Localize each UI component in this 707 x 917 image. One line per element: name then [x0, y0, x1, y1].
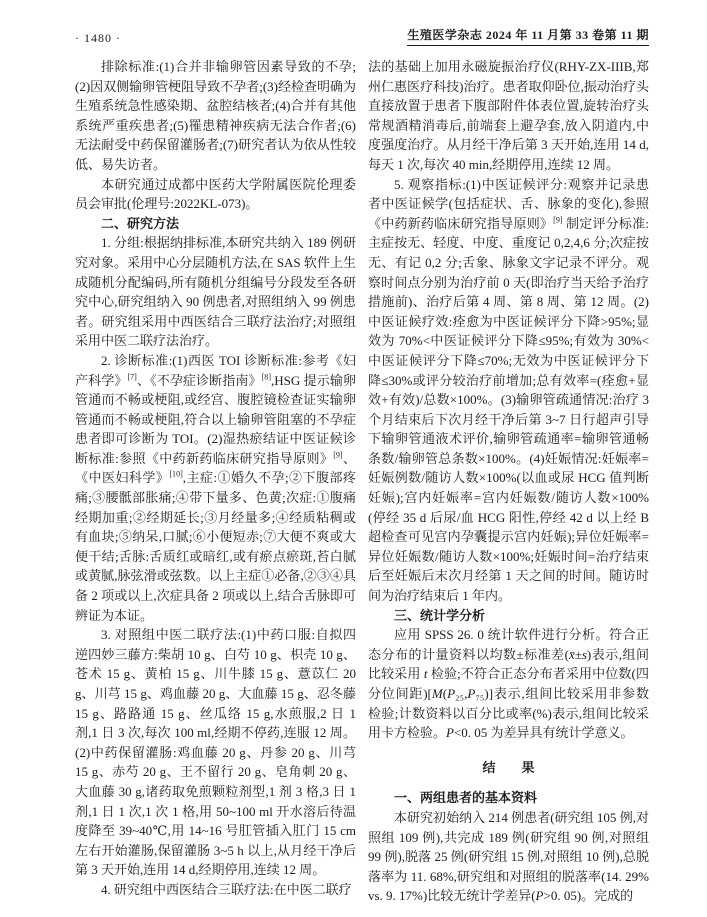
- paragraph: 3. 对照组中医二联疗法:(1)中药口服:自拟四逆四妙三藤方:柴胡 10 g、白芍 10 g、枳壳 10 g、苍术 15 g、黄柏 15 g、川牛膝 15 g、薏苡仁 20 g、川芎 15 g、鸡血藤 20 g、大血藤 15 g、忍冬藤 15 g、路路通 15 g、丝瓜络 15 g,水煎服,2 日 1 剂,1 日 3 次,每次 100 ml,经期不停药,连服 12 周。(2)中药保留灌肠:鸡血藤 20 g、丹参 20 g、川芎 15 g、赤芍 20 g、王不留行 20 g、皂角刺 20 g、大血藤 30 g,诸药取免煎颗粒剂型,1 剂 3 格,3 日 1 剂,1 日 1 次,1 次 1 格,用 50~100 ml 开水溶后待温度降至 39~40℃,用 14~16 号肛管插入肛门 15 cm 左右开始灌肠,保留灌肠 3~5 h 以上,从月经干净后第 3 天开始,连用 14 d,经期停用,连续 12 周。: [75, 627, 356, 878]
- paragraph: 排除标准:(1)合并非输卵管因素导致的不孕;(2)因双侧输卵管梗阻导致不孕者;(3)经检查明确为生殖系统急性感染期、盆腔结核者;(4)合并有其他系统严重疾患者;(5)罹患精神疾病无法合作者;(6)无法耐受中药保留灌肠者;(7)研究者认为依从性较低、易失访者。: [75, 59, 356, 172]
- content-columns: [75, 57, 649, 906]
- paragraph: 4. 研究组中西医结合三联疗法:在中医二联疗: [101, 881, 352, 897]
- paragraph: 1. 分组:根据纳排标准,本研究共纳入 189 例研究对象。采用中心分层随机方法,在 SAS 软件上生成随机分配编码,所有随机分组编号分段发至各研究中心,研究组纳入 90 例患者,对照组纳入 99 例患者。研究组采用中西医结合三联疗法治疗;对照组采用中医二联疗法治疗。: [75, 235, 356, 349]
- subsection-heading: 二、研究方法: [101, 215, 180, 231]
- paragraph: 2. 诊断标准:(1)西医 TOI 诊断标准:参考《妇产科学》[7]、《不孕症诊断指南》[8],HSG 提示输卵管通而不畅或梗阻,或经宫、腹腔镜检查证实输卵管通而不畅或梗阻,符合以上输卵管阻塞的不孕症患者即可诊断为 TOI。(2)湿热瘀结证中医证候诊断标准:参照《中药新药临床研究指导原则》[9]、《中医妇科学》[10],主症:①婚久不孕;②下腹部疼痛;③腰骶部胀痛;④带下量多、色黄;次症:①腹痛经期加重;②经期延长;③月经量多;④经质粘稠或有血块;⑤纳呆,口腻;⑥小便短赤;⑦大便不爽或大便干结;舌脉:舌质红或暗红,或有瘀点瘀斑,苔白腻或黄腻,脉弦滑或弦数。以上主症①必备,②③④具备 2 项或以上,次症具备 2 项或以上,结合舌脉即可辨证为本证。: [75, 352, 356, 623]
- results-heading: 结 果: [482, 759, 535, 775]
- subsection-heading: 一、两组患者的基本资料: [394, 790, 538, 806]
- paragraph: 应用 SPSS 26. 0 统计软件进行分析。符合正态分布的计量资料以均数±标准差(x̄±s)表示,组间比较采用 t 检验;不符合正态分布者采用中位数(四分位间距)[M(P₂₅,P₇₅)]表示,组间比较采用非参数检验;计数资料以百分比或率(%)表示,组间比较采用卡方检验。P<0. 05 为差异具有统计学意义。: [368, 627, 649, 741]
- page-header: [75, 26, 649, 46]
- journal-title: 生殖医学杂志 2024 年 11 月第 33 卷第 11 期: [407, 26, 649, 46]
- left-column: [75, 57, 356, 906]
- paragraph: 5. 观察指标:(1)中医证候评分:观察并记录患者中医证候学(包括症状、舌、脉象的变化),参照《中药新药临床研究指导原则》[9] 制定评分标准:主症按无、轻度、中度、重度记 0,2,4,6 分;次症按无、有记 0,2 分;舌象、脉象文字记录不评分。观察时间点分别为治疗前 0 天(即治疗当天给予治疗措施前)、治疗后第 4 周、第 8 周、第 12 周。(2)中医证候疗效:痊愈为中医证候评分下降>95%;显效为 70%<中医证候评分下降≤95%;有效为 30%<中医证候评分下降≤70%;无效为中医证候评分下降≤30%或评分较治疗前增加;总有效率=(痊愈+显效+有效)/总数×100%。(3)输卵管疏通情况:治疗 3 个月结束后下次月经干净后第 3~7 日行超声引导下输卵管通液术评价,输卵管疏通率=输卵管通畅条数/输卵管总条数×100%。(4)妊娠情况:妊娠率=妊娠例数/随访人数×100%(以血或尿 HCG 值判断妊娠);宫内妊娠率=宫内妊娠数/随访人数×100%(停经 35 d 后尿/血 HCG 阳性,停经 42 d 以上经 B 超检查可见宫内孕囊提示宫内妊娠);异位妊娠率=异位妊娠数/随访人数×100%;妊娠时间=治疗结束后至妊娠后末次月经第 1 天之间的时间。随访时间为治疗结束后 1 年内。: [368, 176, 649, 604]
- right-column: [368, 57, 649, 906]
- paragraph: 法的基础上加用永磁旋振治疗仪(RHY-ZX-IIIB,郑州仁惠医疗科技)治疗。患者取仰卧位,振动治疗头直接放置于患者下腹部附件体表位置,旋转治疗头常规酒精消毒后,前端套上避孕套,放入阴道内,中度强度治疗。从月经干净后第 3 天开始,连用 14 d,每天 1 次,每次 40 min,经期停用,连续 12 周。: [368, 59, 649, 172]
- page-number: · 1480 ·: [75, 31, 121, 45]
- paragraph: 本研究初始纳入 214 例患者(研究组 105 例,对照组 109 例),共完成 189 例(研究组 90 例,对照组 99 例),脱落 25 例(研究组 15 例,对照组 10 例),总脱落率为 11. 68%,研究组和对照组的脱落率(14. 29% vs. 9. 17%)比较无统计学差异(P>0. 05)。完成的: [368, 809, 649, 904]
- subsection-heading: 三、统计学分析: [394, 607, 486, 623]
- paragraph: 本研究通过成都中医药大学附属医院伦理委员会审批(伦理号:2022KL-073)。: [75, 176, 356, 212]
